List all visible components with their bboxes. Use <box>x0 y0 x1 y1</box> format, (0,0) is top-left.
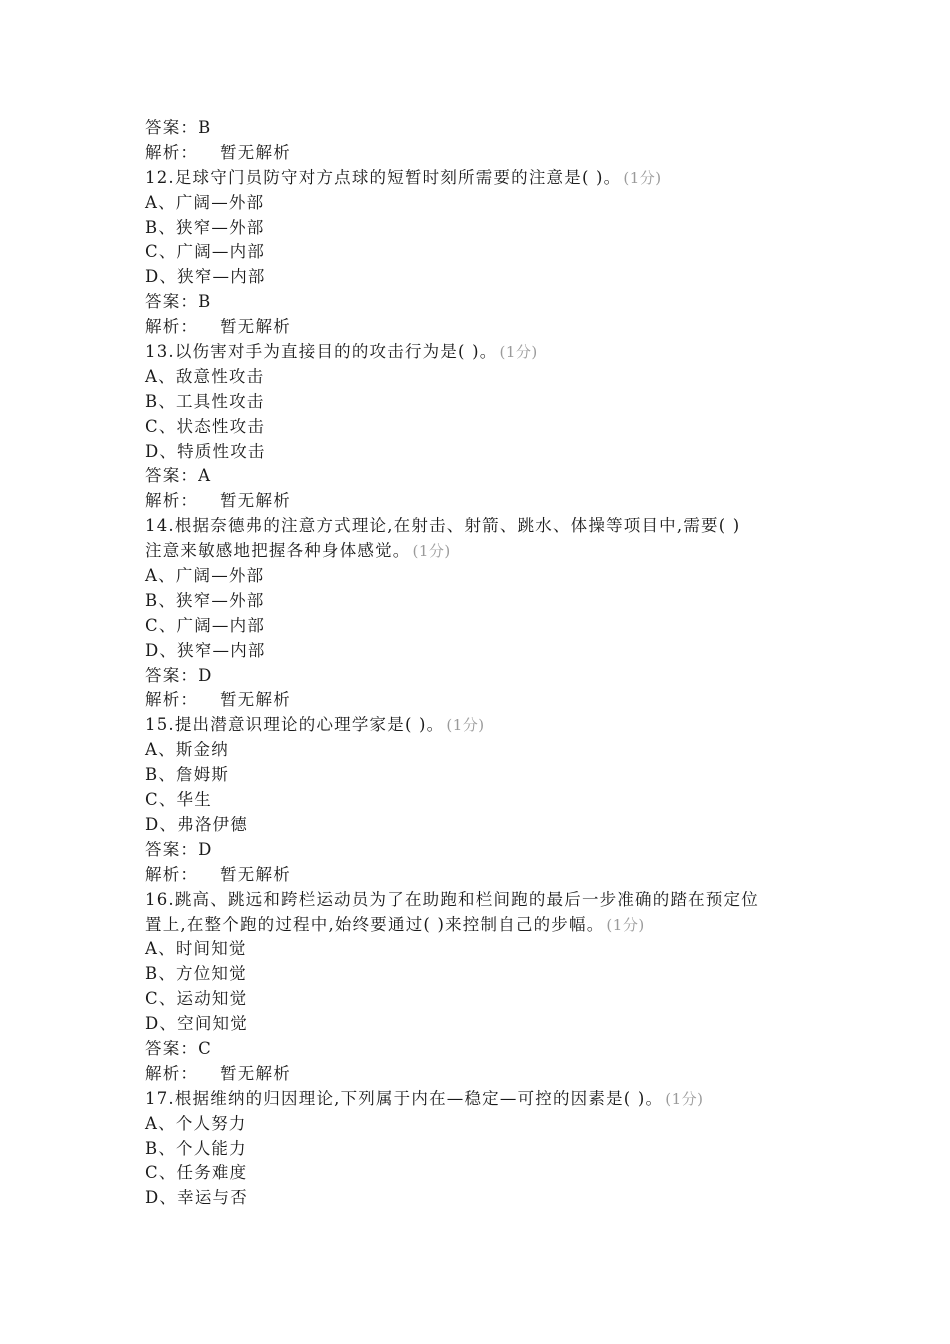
option-b: B、狭窄—外部 <box>145 590 265 610</box>
question-12 <box>145 166 825 340</box>
answer-line: 答案：B <box>145 292 212 312</box>
question-stem-continued: 置上,在整个跑的过程中,始终要通过( )来控制自己的步幅。 (1分) <box>145 914 645 934</box>
question-15 <box>145 713 825 887</box>
option-a: A、广阔—外部 <box>145 192 265 212</box>
analysis-line: 解析： 暂无解析 <box>145 690 291 710</box>
option-b: B、方位知觉 <box>145 964 247 984</box>
answer-line: 答案：D <box>145 665 213 685</box>
question-stem: 14.根据奈德弗的注意方式理论,在射击、射箭、跳水、体操等项目中,需要( ) <box>145 516 741 536</box>
question-16 <box>145 888 825 1087</box>
question-score: (1分) <box>499 343 538 362</box>
question-score: (1分) <box>665 1089 704 1108</box>
option-a: A、敌意性攻击 <box>145 366 265 386</box>
question-score: (1分) <box>623 168 662 187</box>
option-b: B、狭窄—外部 <box>145 217 265 237</box>
option-d: D、幸运与否 <box>145 1188 248 1208</box>
option-a: A、个人努力 <box>145 1113 247 1133</box>
option-b: B、詹姆斯 <box>145 765 230 785</box>
option-d: D、狭窄—内部 <box>145 267 266 287</box>
exam-page <box>145 116 825 1211</box>
option-d: D、特质性攻击 <box>145 441 266 461</box>
question-score: (1分) <box>446 716 485 735</box>
answer-line: 答案：A <box>145 466 212 486</box>
answer-line: 答案：D <box>145 839 213 859</box>
option-c: C、华生 <box>145 790 212 810</box>
option-c: C、广阔—内部 <box>145 242 266 262</box>
analysis-line: 解析： 暂无解析 <box>145 491 291 511</box>
option-a: A、广阔—外部 <box>145 566 265 586</box>
option-d: D、弗洛伊德 <box>145 814 248 834</box>
question-score: (1分) <box>412 542 451 561</box>
option-b: B、工具性攻击 <box>145 391 265 411</box>
answer-line: 答案：C <box>145 1038 212 1058</box>
option-d: D、空间知觉 <box>145 1014 248 1034</box>
option-a: A、时间知觉 <box>145 939 247 959</box>
analysis-line: 解析： 暂无解析 <box>145 142 291 162</box>
question-stem: 16.跳高、跳远和跨栏运动员为了在助跑和栏间跑的最后一步准确的踏在预定位 <box>145 889 759 909</box>
analysis-line: 解析： 暂无解析 <box>145 864 291 884</box>
question-14 <box>145 514 825 713</box>
answer-line: 答案：B <box>145 118 212 137</box>
option-c: C、状态性攻击 <box>145 416 266 436</box>
option-c: C、广阔—内部 <box>145 615 266 635</box>
option-b: B、个人能力 <box>145 1138 247 1158</box>
question-score: (1分) <box>606 915 645 934</box>
option-d: D、狭窄—内部 <box>145 640 266 660</box>
question-stem: 17.根据维纳的归因理论,下列属于内在—稳定—可控的因素是( )。 (1分) <box>145 1088 704 1108</box>
analysis-line: 解析： 暂无解析 <box>145 317 291 337</box>
option-c: C、运动知觉 <box>145 989 248 1009</box>
question-stem: 12.足球守门员防守对方点球的短暂时刻所需要的注意是( )。 (1分) <box>145 167 662 187</box>
analysis-line: 解析： 暂无解析 <box>145 1063 291 1083</box>
question-stem: 15.提出潜意识理论的心理学家是( )。 (1分) <box>145 715 485 735</box>
option-c: C、任务难度 <box>145 1163 248 1183</box>
question-stem: 13.以伤害对手为直接目的的攻击行为是( )。 (1分) <box>145 342 538 362</box>
question-13 <box>145 340 825 514</box>
question-stem-continued: 注意来敏感地把握各种身体感觉。 (1分) <box>145 541 451 561</box>
question-17 <box>145 1087 825 1211</box>
option-a: A、斯金纳 <box>145 740 229 760</box>
